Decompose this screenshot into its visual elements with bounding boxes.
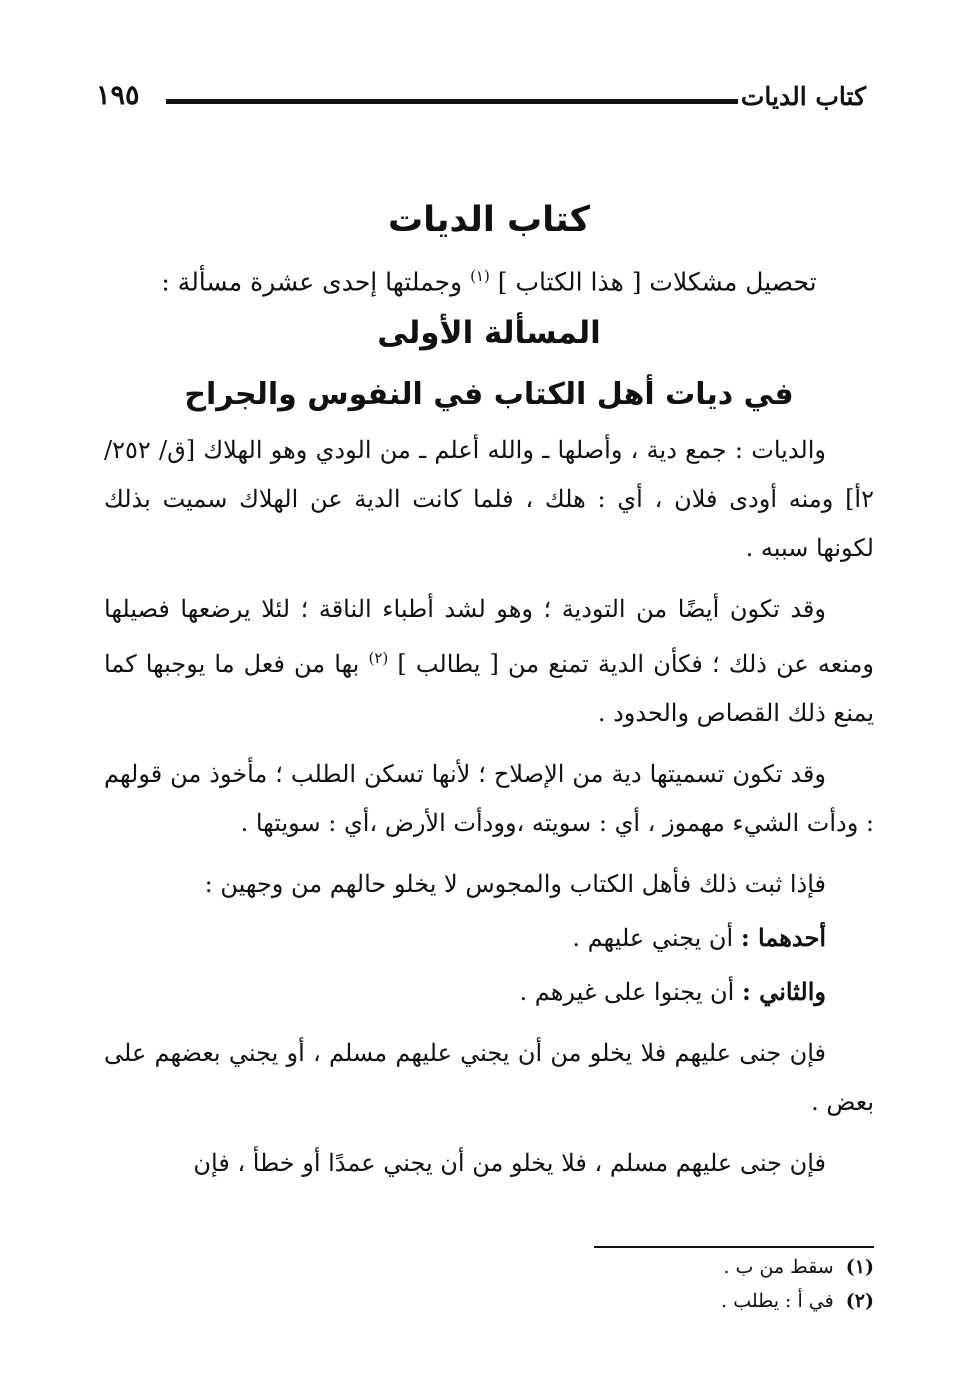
- page-number: ١٩٥: [96, 80, 140, 111]
- footnote-2: [474, 1284, 874, 1318]
- footnote-ref-1: (١): [470, 267, 490, 285]
- case-second-label: والثاني :: [741, 977, 826, 1006]
- main-text: [104, 190, 874, 1200]
- paragraph-diyat-definition: والديات : جمع دية ، وأصلها ـ والله أعلم ـ من الودي وهو الهلاك [ق/ ٢٥٢/ ٢أ] ومنه أودى فلان ، أي : هلك ، فلما كانت الدية عن الهلاك سميت بذلك لكونها سببه .: [104, 436, 874, 562]
- case-first: [104, 913, 874, 963]
- para2-text-before: وقد تكون أيضًا من التودية ؛ وهو لشد أطباء الناقة ؛ لئلا يرضعها فصيلها ومنعه عن ذلك ؛ فكأن الدية تمنع من [ يطالب ]: [104, 595, 874, 678]
- paragraph-crime-against-them: فإن جنى عليهم فلا يخلو من أن يجني عليهم مسلم ، أو يجني بعضهم على بعض .: [104, 1039, 874, 1116]
- paragraph-muslim-offender: فإن جنى عليهم مسلم ، فلا يخلو من أن يجني عمدًا أو خطأ ، فإن: [193, 1149, 826, 1177]
- paragraph-two-cases: فإذا ثبت ذلك فأهل الكتاب والمجوس لا يخلو حالهم من وجهين :: [204, 870, 826, 898]
- intro-text-after: وجملتها إحدى عشرة مسألة :: [161, 267, 463, 297]
- intro-text-before: تحصيل مشكلات [ هذا الكتاب ]: [497, 267, 817, 297]
- footnote-1-text: سقط من ب .: [723, 1256, 834, 1278]
- footnotes: [474, 1250, 874, 1318]
- footnote-1: [474, 1250, 874, 1284]
- footnote-1-number: (١): [845, 1256, 874, 1278]
- para2-text-after: بها من فعل ما يوجبها كما يمنع ذلك القصاص والحدود .: [104, 650, 874, 727]
- paragraph-tawdiya: [104, 585, 874, 738]
- header-rule: [166, 99, 738, 104]
- case-second: [104, 967, 874, 1017]
- footnote-ref-2: (٢): [368, 649, 389, 667]
- running-title: كتاب الديات: [740, 82, 866, 111]
- question-title: المسألة الأولى: [377, 315, 601, 351]
- book-title: كتاب الديات: [388, 200, 590, 240]
- intro-line: [104, 250, 874, 302]
- running-header: [96, 78, 866, 118]
- footnote-rule: [594, 1246, 874, 1248]
- question-subtitle: في ديات أهل الكتاب في النفوس والجراح: [184, 377, 794, 412]
- case-first-text: أن يجني عليهم .: [572, 924, 734, 952]
- case-second-text: أن يجنوا على غيرهم .: [519, 978, 735, 1006]
- footnote-2-number: (٢): [845, 1290, 874, 1312]
- paragraph-islah: وقد تكون تسميتها دية من الإصلاح ؛ لأنها تسكن الطلب ؛ مأخوذ من قولهم : ودأت الشيء مهموز ، أي : سويته ،وودأت الأرض ،أي : سويتها .: [104, 760, 874, 837]
- case-first-label: أحدهما :: [740, 923, 826, 952]
- footnote-2-text: في أ : يطلب .: [721, 1290, 834, 1312]
